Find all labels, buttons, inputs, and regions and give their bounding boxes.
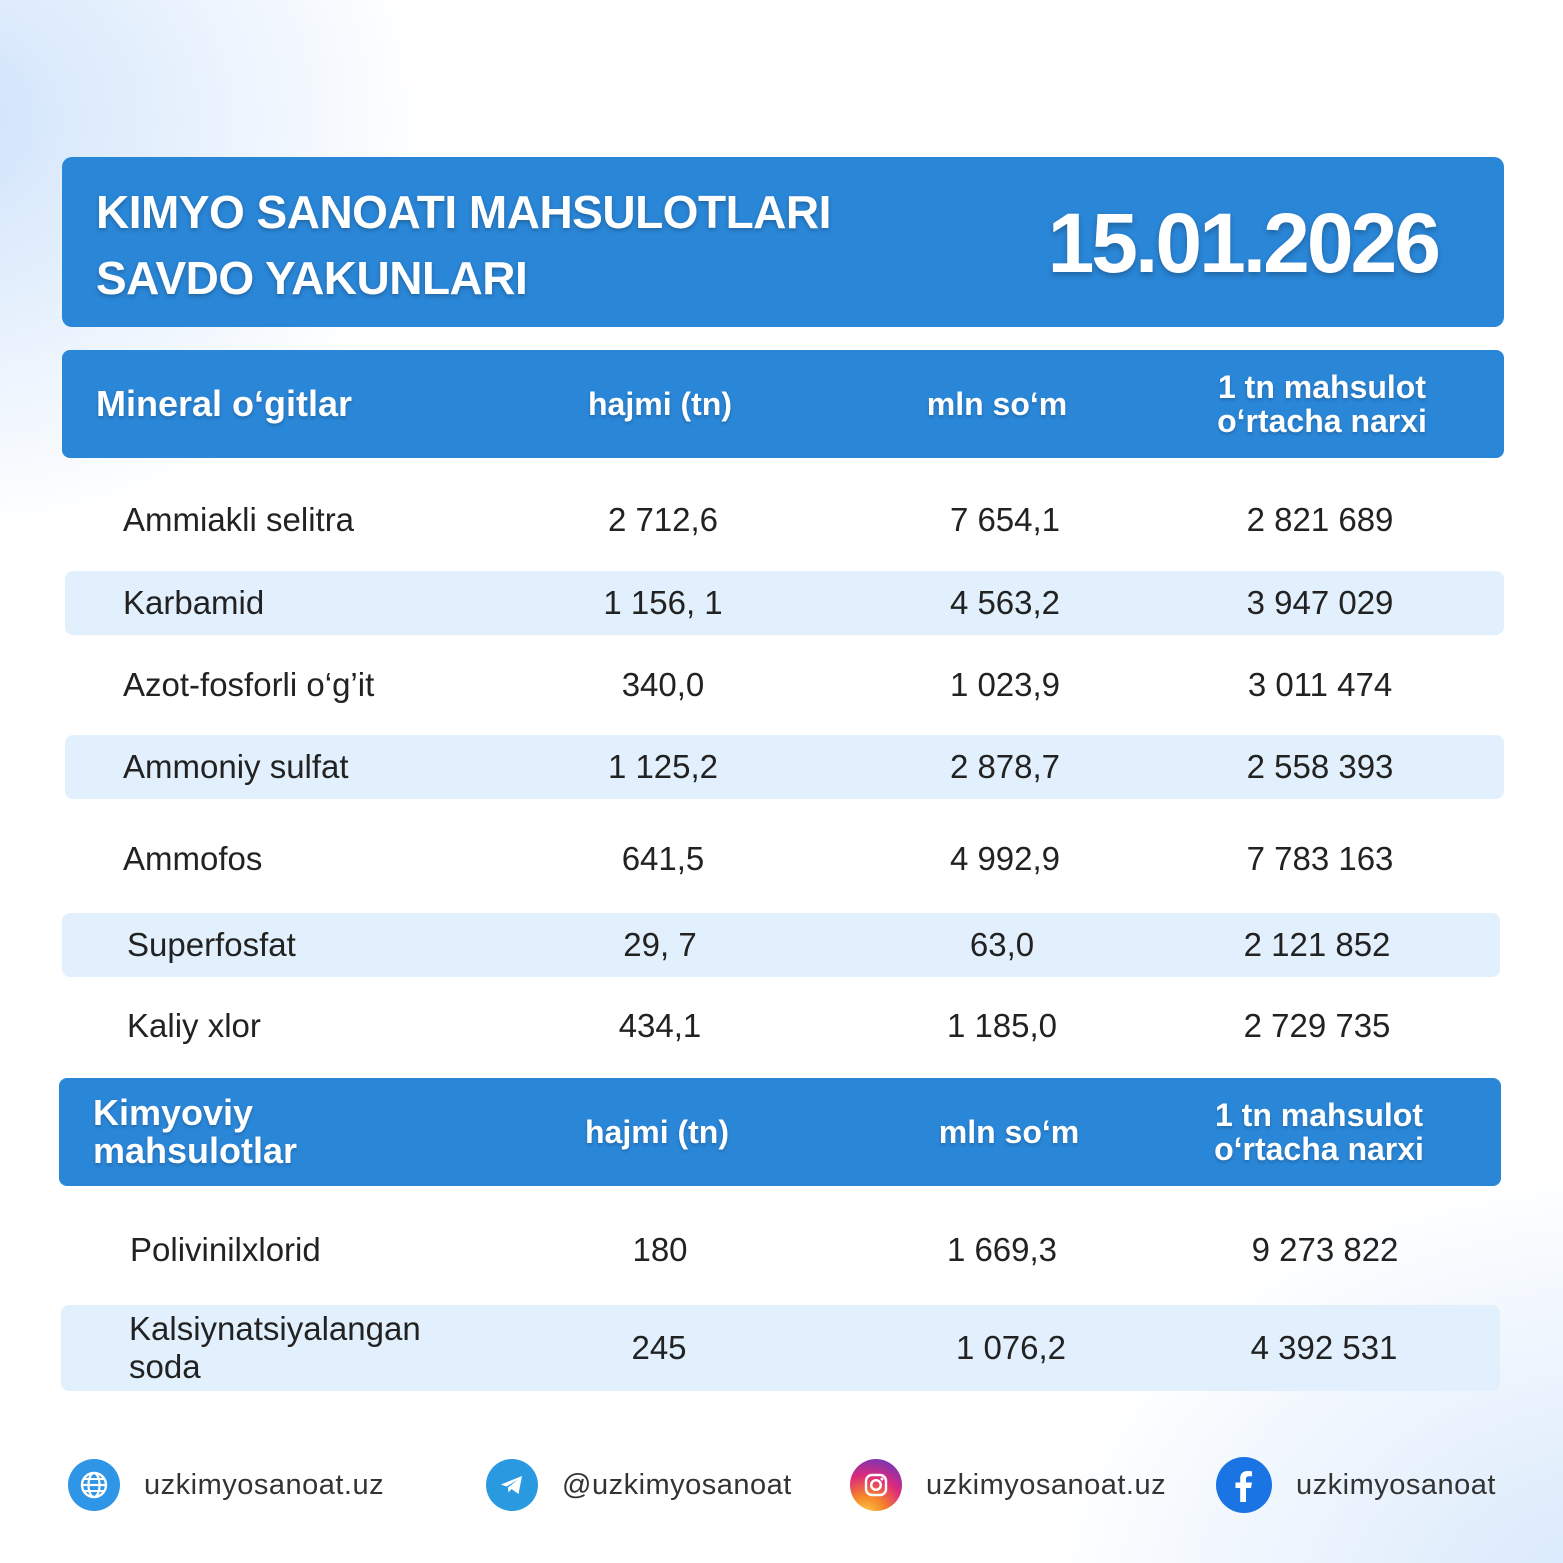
column-header-sum: mln so‘m bbox=[926, 385, 1068, 422]
volume-value: 641,5 bbox=[621, 840, 705, 877]
instagram-link[interactable] bbox=[850, 1455, 1166, 1515]
mineral-section-header bbox=[62, 350, 1504, 458]
table-row bbox=[61, 1305, 1500, 1391]
telegram-link[interactable] bbox=[486, 1455, 792, 1515]
sum-value: 4 992,9 bbox=[949, 840, 1061, 877]
website-label: uzkimyosanoat.uz bbox=[144, 1468, 385, 1501]
column-header-price: 1 tn mahsulot o‘rtacha narxi bbox=[1217, 369, 1427, 439]
price-value: 2 729 735 bbox=[1243, 1007, 1391, 1044]
report-date: 15.01.2026 bbox=[1047, 196, 1438, 290]
footer bbox=[0, 1455, 1563, 1515]
price-value: 2 121 852 bbox=[1243, 926, 1391, 963]
column-header-volume: hajmi (tn) bbox=[588, 385, 732, 422]
product-name: Polivinilxlorid bbox=[130, 1231, 321, 1268]
sum-value: 1 185,0 bbox=[946, 1007, 1058, 1044]
price-value: 2 821 689 bbox=[1246, 501, 1394, 538]
product-name: Superfosfat bbox=[127, 926, 296, 963]
chemical-section-title: Kimyoviy mahsulotlar bbox=[93, 1092, 298, 1171]
globe-icon bbox=[68, 1459, 120, 1511]
sum-value: 4 563,2 bbox=[949, 584, 1061, 621]
volume-value: 245 bbox=[631, 1329, 687, 1366]
volume-value: 180 bbox=[632, 1231, 688, 1268]
volume-value: 1 156, 1 bbox=[603, 584, 723, 621]
product-name: Azot-fosforli o‘g’it bbox=[123, 666, 375, 703]
table-row bbox=[62, 913, 1500, 977]
volume-value: 1 125,2 bbox=[607, 748, 719, 785]
price-value: 2 558 393 bbox=[1246, 748, 1394, 785]
mineral-section-title: Mineral o‘gitlar bbox=[96, 383, 353, 424]
price-value: 4 392 531 bbox=[1250, 1329, 1398, 1366]
table-row bbox=[65, 488, 1504, 552]
volume-value: 340,0 bbox=[621, 666, 705, 703]
table-row bbox=[65, 827, 1504, 891]
sum-value: 7 654,1 bbox=[949, 501, 1061, 538]
table-row bbox=[65, 653, 1504, 717]
instagram-label: uzkimyosanoat.uz bbox=[926, 1468, 1167, 1501]
sum-value: 2 878,7 bbox=[949, 748, 1061, 785]
price-value: 3 011 474 bbox=[1247, 666, 1393, 703]
product-name: Kalsiynatsiyalangan soda bbox=[129, 1310, 421, 1385]
instagram-icon bbox=[850, 1459, 902, 1511]
table-row bbox=[62, 994, 1500, 1058]
product-name: Kaliy xlor bbox=[127, 1007, 261, 1044]
page-title: KIMYO SANOATI MAHSULOTLARI SAVDO YAKUNLARI bbox=[96, 186, 831, 304]
column-header-sum: mln so‘m bbox=[938, 1113, 1080, 1150]
title-banner bbox=[62, 157, 1504, 327]
price-value: 7 783 163 bbox=[1246, 840, 1394, 877]
sum-value: 1 669,3 bbox=[946, 1231, 1058, 1268]
product-name: Karbamid bbox=[123, 584, 265, 621]
volume-value: 29, 7 bbox=[623, 926, 697, 963]
column-header-volume: hajmi (tn) bbox=[585, 1113, 729, 1150]
price-value: 9 273 822 bbox=[1251, 1231, 1399, 1268]
facebook-label: uzkimyosanoat bbox=[1296, 1468, 1496, 1501]
column-header-price: 1 tn mahsulot o‘rtacha narxi bbox=[1214, 1097, 1424, 1167]
sum-value: 63,0 bbox=[969, 926, 1035, 963]
facebook-link[interactable] bbox=[1216, 1455, 1496, 1515]
telegram-icon bbox=[486, 1459, 538, 1511]
website-link[interactable] bbox=[68, 1455, 384, 1515]
sum-value: 1 023,9 bbox=[949, 666, 1061, 703]
chemical-section-header bbox=[59, 1078, 1501, 1186]
product-name: Ammofos bbox=[123, 840, 263, 877]
table-row bbox=[65, 735, 1504, 799]
volume-value: 2 712,6 bbox=[607, 501, 719, 538]
price-value: 3 947 029 bbox=[1246, 584, 1394, 621]
sum-value: 1 076,2 bbox=[955, 1329, 1067, 1366]
table-row bbox=[62, 1216, 1500, 1284]
telegram-label: @uzkimyosanoat bbox=[562, 1468, 792, 1501]
volume-value: 434,1 bbox=[618, 1007, 702, 1044]
product-name: Ammoniy sulfat bbox=[123, 748, 349, 785]
facebook-icon bbox=[1216, 1457, 1272, 1513]
product-name: Ammiakli selitra bbox=[123, 501, 355, 538]
table-row bbox=[65, 571, 1504, 635]
